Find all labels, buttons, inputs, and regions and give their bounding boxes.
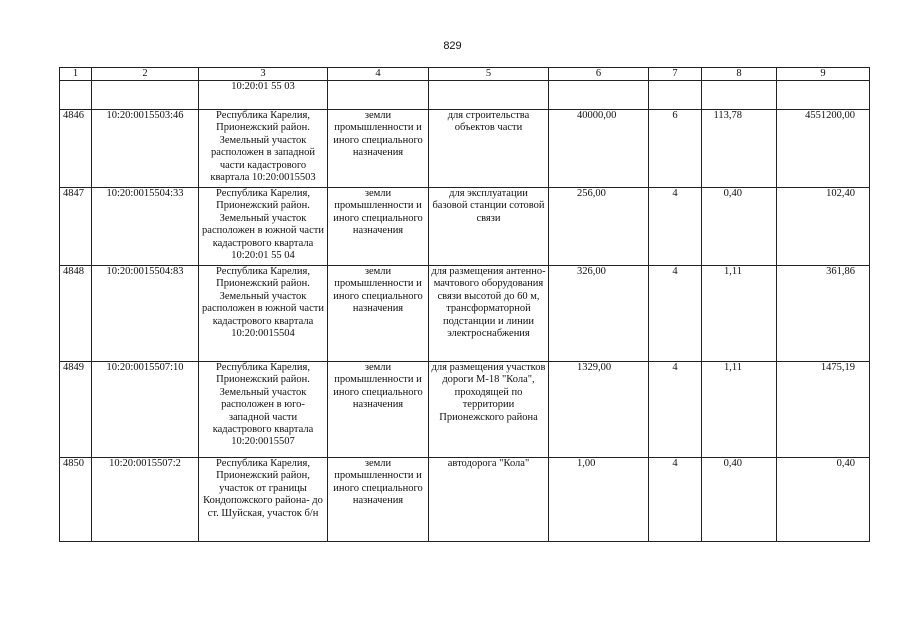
cell-row-number: 4849	[60, 362, 92, 458]
cell-land-category: земли промышленности и иного специального назначения	[328, 188, 429, 266]
column-number-header-row	[60, 68, 870, 81]
cell-column-8: 1,11	[702, 362, 777, 458]
cell-location: Республика Карелия, Прионежский район, участок от границы Кондопожского района- до ст. Шуйская, участок б/н	[199, 458, 328, 542]
cell-column-8	[702, 81, 777, 110]
cell-row-number: 4850	[60, 458, 92, 542]
cell-column-7	[649, 81, 702, 110]
cell-permitted-use: для эксплуатации базовой станции сотовой связи	[429, 188, 549, 266]
cell-row-number: 4848	[60, 266, 92, 362]
cell-land-category	[328, 81, 429, 110]
column-header-2: 2	[92, 68, 199, 81]
cell-row-number	[60, 81, 92, 110]
column-header-7: 7	[649, 68, 702, 81]
cell-land-category: земли промышленности и иного специального назначения	[328, 362, 429, 458]
cell-area: 40000,00	[549, 110, 649, 188]
column-header-6: 6	[549, 68, 649, 81]
table-row	[60, 362, 870, 458]
cell-land-category: земли промышленности и иного специального назначения	[328, 110, 429, 188]
cell-location: Республика Карелия, Прионежский район. Земельный участок расположен в западной части кадастрового квартала 10:20:0015503	[199, 110, 328, 188]
continuation-row	[60, 81, 870, 110]
cell-area: 326,00	[549, 266, 649, 362]
cell-land-category: земли промышленности и иного специального назначения	[328, 458, 429, 542]
cell-column-7: 4	[649, 188, 702, 266]
cell-cadastral-number: 10:20:0015507:10	[92, 362, 199, 458]
cell-column-9	[777, 81, 870, 110]
cell-column-9: 102,40	[777, 188, 870, 266]
cell-location: Республика Карелия, Прионежский район. Земельный участок расположен в юго-западной части кадастрового квартала 10:20:0015507	[199, 362, 328, 458]
land-register-table	[59, 67, 870, 542]
cell-column-9: 1475,19	[777, 362, 870, 458]
cell-row-number: 4847	[60, 188, 92, 266]
column-header-4: 4	[328, 68, 429, 81]
cell-area: 1,00	[549, 458, 649, 542]
cell-location: 10:20:01 55 03	[199, 81, 328, 110]
cell-row-number: 4846	[60, 110, 92, 188]
cell-column-7: 4	[649, 458, 702, 542]
cell-cadastral-number: 10:20:0015503:46	[92, 110, 199, 188]
cell-column-7: 6	[649, 110, 702, 188]
cell-column-8: 0,40	[702, 458, 777, 542]
cell-area	[549, 81, 649, 110]
cell-cadastral-number: 10:20:0015507:2	[92, 458, 199, 542]
cell-permitted-use: для строительства объектов части	[429, 110, 549, 188]
cell-area: 1329,00	[549, 362, 649, 458]
cell-cadastral-number	[92, 81, 199, 110]
cell-area: 256,00	[549, 188, 649, 266]
table-row	[60, 188, 870, 266]
cell-location: Республика Карелия, Прионежский район. Земельный участок расположен в южной части кадастрового квартала 10:20:01 55 04	[199, 188, 328, 266]
column-header-1: 1	[60, 68, 92, 81]
cell-cadastral-number: 10:20:0015504:83	[92, 266, 199, 362]
cell-column-7: 4	[649, 266, 702, 362]
table-row	[60, 110, 870, 188]
column-header-5: 5	[429, 68, 549, 81]
column-header-3: 3	[199, 68, 328, 81]
cell-permitted-use: автодорога "Кола"	[429, 458, 549, 542]
cell-column-7: 4	[649, 362, 702, 458]
cell-column-9: 361,86	[777, 266, 870, 362]
cell-location: Республика Карелия, Прионежский район. Земельный участок расположен в южной части кадастрового квартала 10:20:0015504	[199, 266, 328, 362]
column-header-8: 8	[702, 68, 777, 81]
column-header-9: 9	[777, 68, 870, 81]
page-number: 829	[443, 40, 462, 52]
table-row	[60, 266, 870, 362]
cell-column-8: 0,40	[702, 188, 777, 266]
cell-land-category: земли промышленности и иного специального назначения	[328, 266, 429, 362]
cell-permitted-use	[429, 81, 549, 110]
cell-column-8: 113,78	[702, 110, 777, 188]
cell-column-8: 1,11	[702, 266, 777, 362]
cell-column-9: 4551200,00	[777, 110, 870, 188]
cell-permitted-use: для размещения антенно-мачтового оборудования связи высотой до 60 м, трансформаторной подстанции и линии электроснабжения	[429, 266, 549, 362]
cell-permitted-use: для размещения участков дороги М-18 "Кола", проходящей по территории Прионежского района	[429, 362, 549, 458]
cell-cadastral-number: 10:20:0015504:33	[92, 188, 199, 266]
table-row	[60, 458, 870, 542]
cell-column-9: 0,40	[777, 458, 870, 542]
